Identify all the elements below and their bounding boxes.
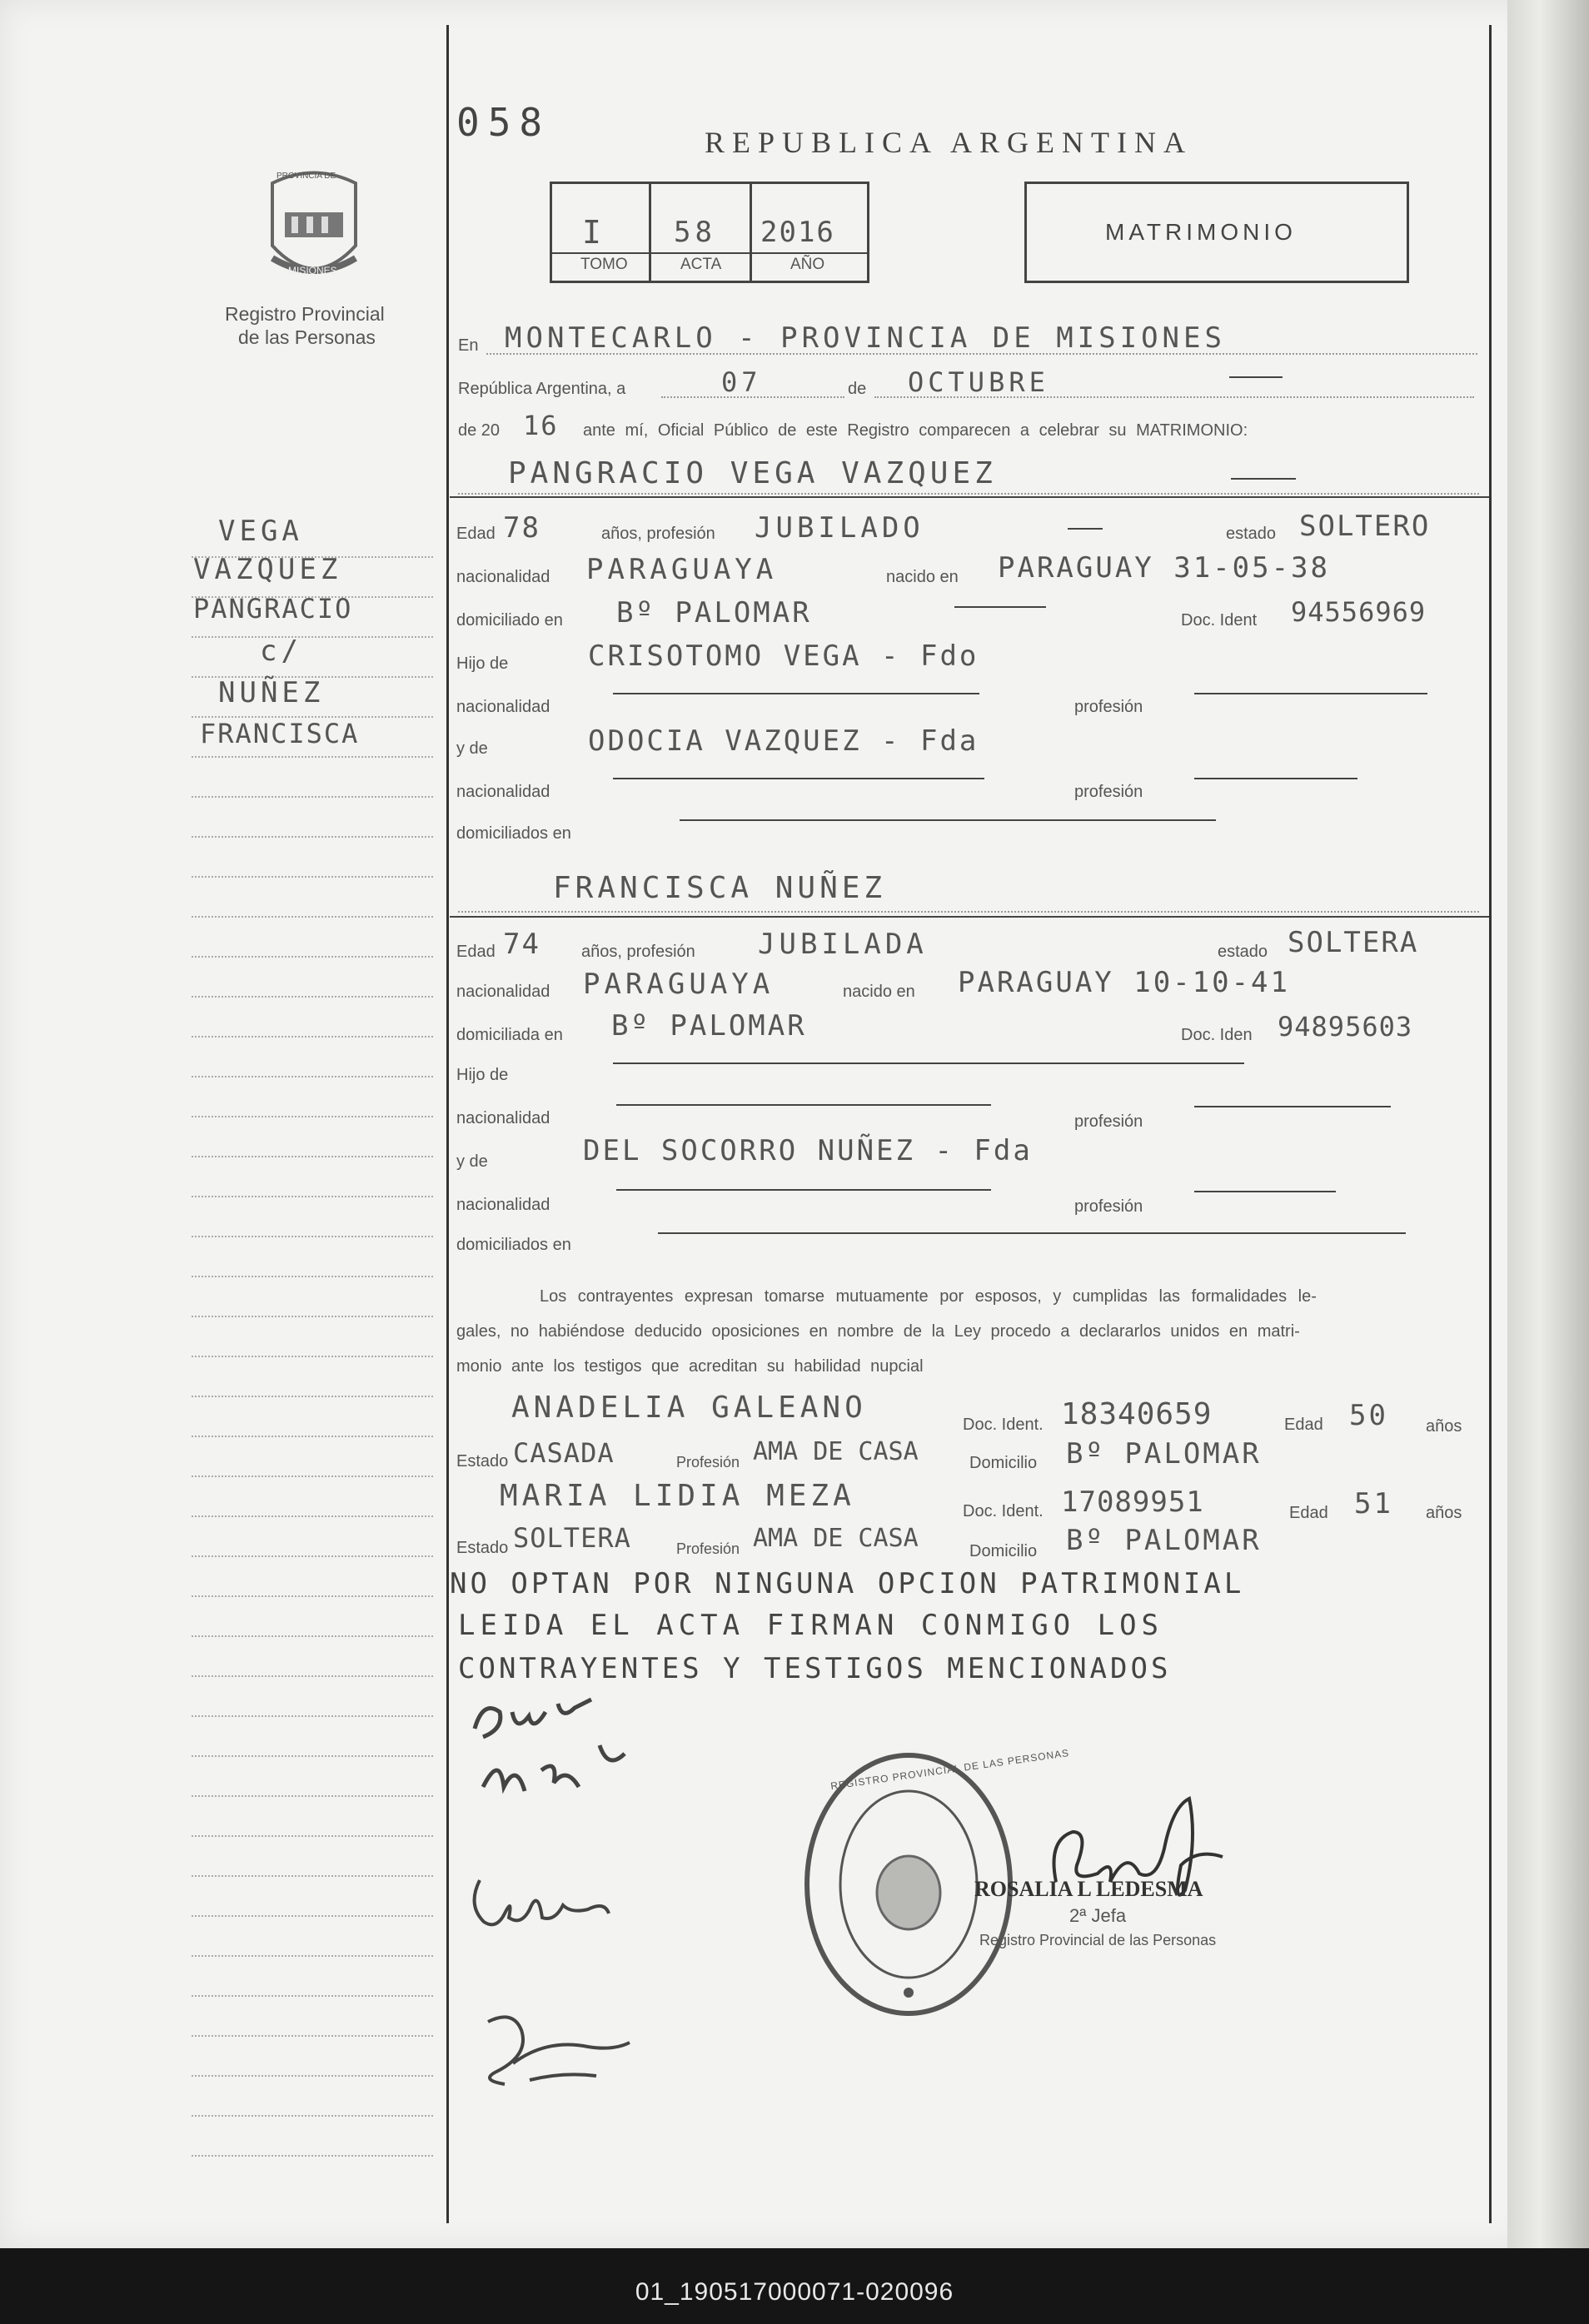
groom-nacido-label: nacido en xyxy=(886,568,959,586)
place: MONTECARLO - PROVINCIA DE MISIONES xyxy=(505,321,1226,355)
groom-padre: CRISOTOMO VEGA - Fdo xyxy=(588,639,979,673)
bride-anos-profesion-label: años, profesión xyxy=(581,943,695,961)
bride-domiciliados-label: domiciliados en xyxy=(456,1236,571,1254)
republica-label: República Argentina, a xyxy=(458,380,626,398)
witness2-edad-label: Edad xyxy=(1289,1504,1328,1522)
bride-nacido-label: nacido en xyxy=(843,983,915,1001)
bride-name: FRANCISCA NUÑEZ xyxy=(553,871,887,905)
witness1-doc-label: Doc. Ident. xyxy=(963,1416,1044,1434)
tomo-value: I xyxy=(582,214,605,251)
witness2-doc-label: Doc. Ident. xyxy=(963,1502,1044,1520)
groom-domicilio: Bº PALOMAR xyxy=(616,596,812,630)
acta-label: ACTA xyxy=(680,256,722,273)
declaration-line1: Los contrayentes expresan tomarse mutuamente por esposos, y cumplidas las formalidades le- xyxy=(540,1287,1317,1306)
acta-value: 58 xyxy=(674,216,716,249)
right-margin-line xyxy=(1489,25,1492,2223)
witness1-edad: 50 xyxy=(1349,1399,1388,1432)
bride-nacido: PARAGUAY 10-10-41 xyxy=(958,966,1290,999)
margin-line-2: VAZQUEZ xyxy=(193,553,342,586)
witness1-doc: 18340659 xyxy=(1061,1397,1213,1431)
bride-doc: 94895603 xyxy=(1278,1011,1413,1043)
witness1-profesion: AMA DE CASA xyxy=(753,1437,919,1466)
bride-madre: DEL SOCORRO NUÑEZ - Fda xyxy=(583,1134,1033,1167)
bride-estado-label: estado xyxy=(1218,943,1268,961)
country-title: REPUBLICA ARGENTINA xyxy=(705,126,1193,159)
year-suffix: 16 xyxy=(523,410,559,441)
groom-anos-profesion-label: años, profesión xyxy=(601,525,715,543)
groom-edad: 78 xyxy=(503,511,540,545)
official-title: 2ª Jefa xyxy=(1069,1905,1127,1926)
margin-line-5: NUÑEZ xyxy=(218,676,325,709)
margin-line-3: PANGRACIO xyxy=(193,593,353,625)
groom-prof-padre-label: profesión xyxy=(1074,698,1143,716)
witness2-domicilio-label: Domicilio xyxy=(969,1542,1038,1560)
groom-prof-madre-label: profesión xyxy=(1074,783,1143,801)
witness2-profesion-label: Profesión xyxy=(676,1540,740,1557)
groom-doc-label: Doc. Ident xyxy=(1181,611,1258,630)
witness1-estado: CASADA xyxy=(513,1437,615,1469)
bride-profesion: JUBILADA xyxy=(758,928,928,961)
ano-value: 2016 xyxy=(760,216,835,249)
record-type-box xyxy=(1024,182,1409,283)
groom-nacionalidad-label: nacionalidad xyxy=(456,568,550,586)
groom-name: PANGRACIO VEGA VAZQUEZ xyxy=(508,456,997,490)
record-type: MATRIMONIO xyxy=(1105,219,1297,245)
left-margin-line xyxy=(446,25,449,2223)
groom-nac-padre-label: nacionalidad xyxy=(456,698,550,716)
margin-line-6: FRANCISCA xyxy=(200,718,360,749)
registry-name-line1: Registro Provincial xyxy=(225,303,385,325)
groom-nac-madre-label: nacionalidad xyxy=(456,783,550,801)
en-label: En xyxy=(458,336,479,355)
margin-line-4: c/ xyxy=(260,634,302,668)
intro-text: ante mí, Oficial Público de este Registro comparecen a celebrar su MATRIMONIO: xyxy=(583,421,1248,440)
note-line-1: NO OPTAN POR NINGUNA OPCION PATRIMONIAL xyxy=(450,1567,1245,1600)
bride-estado: SOLTERA xyxy=(1288,926,1419,959)
witness1-domicilio-label: Domicilio xyxy=(969,1454,1038,1472)
official-name: ROSALIA L LEDESMA xyxy=(974,1877,1203,1901)
groom-domicilio-label: domiciliado en xyxy=(456,611,563,630)
bride-domicilio-label: domiciliada en xyxy=(456,1026,563,1044)
groom-madre: ODOCIA VAZQUEZ - Fda xyxy=(588,724,979,758)
groom-yde-label: y de xyxy=(456,739,488,758)
witness2-edad: 51 xyxy=(1354,1487,1393,1520)
tomo-label: TOMO xyxy=(580,256,628,273)
bride-edad: 74 xyxy=(503,928,540,961)
seal-text-top: PROVINCIA DE xyxy=(276,172,336,181)
groom-nacido: PARAGUAY 31-05-38 xyxy=(998,551,1330,585)
witness1-profesion-label: Profesión xyxy=(676,1454,740,1471)
month: OCTUBRE xyxy=(908,366,1049,398)
groom-estado: SOLTERO xyxy=(1299,510,1431,543)
witness2-estado-label: Estado xyxy=(456,1539,509,1557)
groom-profesion: JUBILADO xyxy=(755,511,924,545)
witness1-edad-label: Edad xyxy=(1284,1416,1323,1434)
de-label: de xyxy=(848,380,867,398)
witness2-anos-label: años xyxy=(1426,1504,1462,1522)
bride-hijo-label: Hijo de xyxy=(456,1066,509,1084)
bride-yde-label: y de xyxy=(456,1152,488,1171)
groom-nacionalidad: PARAGUAYA xyxy=(586,553,778,586)
bride-nac-madre-label: nacionalidad xyxy=(456,1196,550,1214)
witness-signature-meza xyxy=(463,2005,646,2097)
witness2-profesion: AMA DE CASA xyxy=(753,1524,919,1553)
groom-hijo-label: Hijo de xyxy=(456,654,509,673)
witness1-domicilio: Bº PALOMAR xyxy=(1066,1437,1262,1471)
bride-edad-label: Edad xyxy=(456,943,496,961)
groom-estado-label: estado xyxy=(1226,525,1277,543)
registry-name-line2: de las Personas xyxy=(238,326,376,348)
stamp-ring-text: REGISTRO PROVINCIAL DE LAS PERSONAS xyxy=(829,1746,1070,1793)
official-org: Registro Provincial de las Personas xyxy=(979,1932,1217,1948)
witness1-name: ANADELIA GALEANO xyxy=(511,1391,867,1425)
groom-domiciliados-label: domiciliados en xyxy=(456,824,571,843)
bride-doc-label: Doc. Iden xyxy=(1181,1026,1253,1044)
ano-label: AÑO xyxy=(790,256,825,273)
book-binding-edge xyxy=(1507,0,1589,2248)
witness1-anos-label: años xyxy=(1426,1417,1462,1436)
bride-nac-padre-label: nacionalidad xyxy=(456,1109,550,1127)
declaration-line3: monio ante los testigos que acreditan su habilidad nupcial xyxy=(456,1357,924,1376)
note-line-3: CONTRAYENTES Y TESTIGOS MENCIONADOS xyxy=(458,1652,1172,1685)
witness-signature-galeano xyxy=(463,1864,630,1938)
witness1-estado-label: Estado xyxy=(456,1452,509,1471)
bride-prof-madre-label: profesión xyxy=(1074,1197,1143,1216)
witness2-domicilio: Bº PALOMAR xyxy=(1066,1524,1262,1557)
bride-prof-padre-label: profesión xyxy=(1074,1112,1143,1131)
record-box xyxy=(550,182,869,283)
groom-doc: 94556969 xyxy=(1291,596,1427,628)
witness2-doc: 17089951 xyxy=(1061,1485,1204,1519)
contrayente-signature-1 xyxy=(466,1695,691,1837)
groom-edad-label: Edad xyxy=(456,525,496,543)
bride-nacionalidad-label: nacionalidad xyxy=(456,983,550,1001)
year-prefix: de 20 xyxy=(458,421,501,440)
bride-domicilio: Bº PALOMAR xyxy=(611,1009,807,1043)
image-code: 01_190517000071-020096 xyxy=(635,2278,954,2306)
witness2-estado: SOLTERA xyxy=(513,1522,631,1554)
document-number: 058 xyxy=(456,100,551,145)
note-line-2: LEIDA EL ACTA FIRMAN CONMIGO LOS xyxy=(458,1609,1164,1642)
day: 07 xyxy=(721,366,762,398)
margin-line-1: VEGA xyxy=(218,515,303,548)
seal-text-bottom: MISIONES xyxy=(288,265,337,276)
bride-nacionalidad: PARAGUAYA xyxy=(583,968,775,1001)
witness2-name: MARIA LIDIA MEZA xyxy=(500,1479,855,1513)
declaration-line2: gales, no habiéndose deducido oposiciones en nombre de la Ley procedo a declararlos unidos en matri- xyxy=(456,1322,1300,1341)
